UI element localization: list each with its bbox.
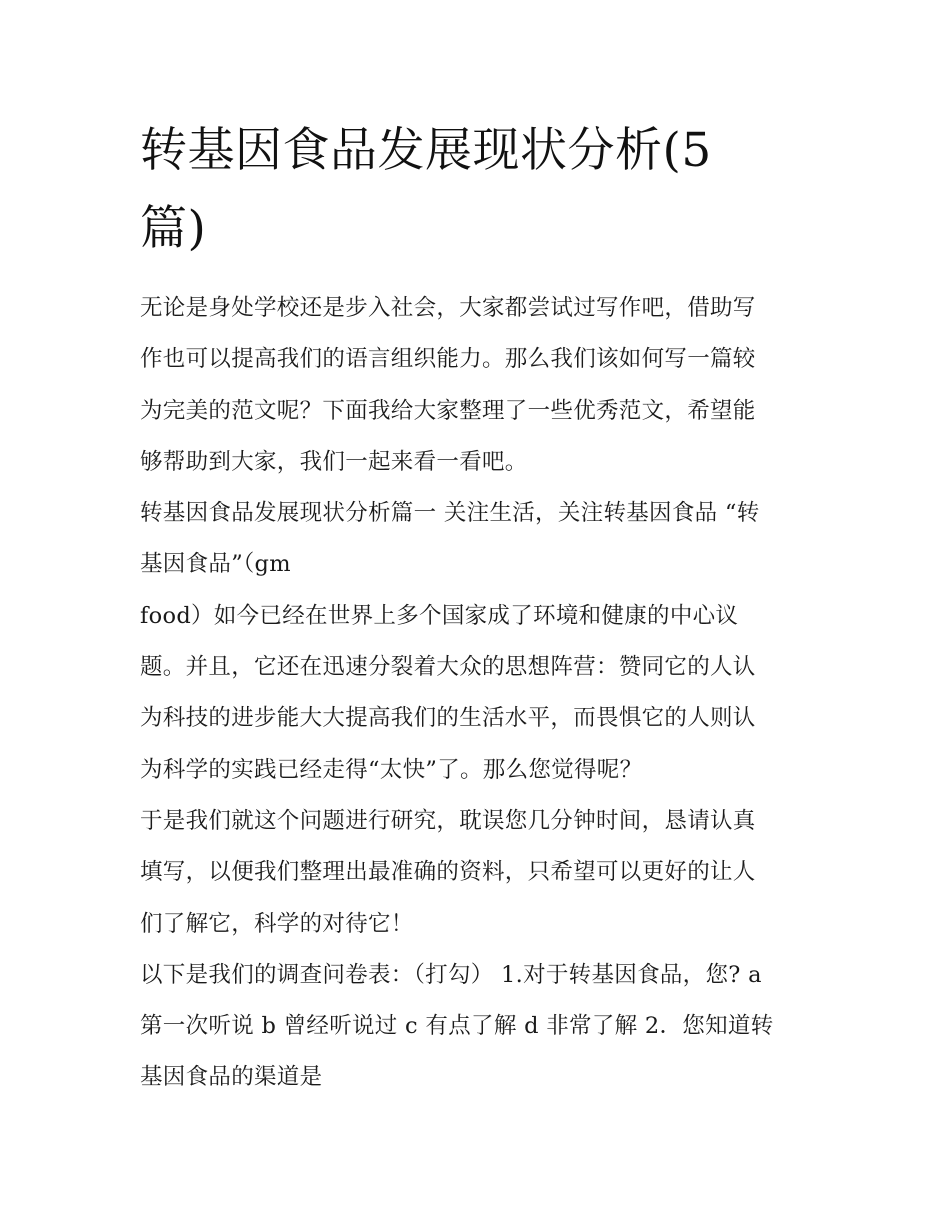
body-line: 第一次听说 b 曾经听说过 c 有点了解 d 非常了解 2．您知道转	[140, 1013, 774, 1040]
body-line: 题。并且，它还在迅速分裂着大众的思想阵营：赞同它的人认	[140, 654, 756, 681]
body-line: 作也可以提高我们的语言组织能力。那么我们该如何写一篇较	[140, 346, 756, 373]
document-body	[140, 283, 812, 1104]
body-line: 为完美的范文呢？下面我给大家整理了一些优秀范文，希望能	[140, 397, 756, 424]
body-line: food）如今已经在世界上多个国家成了环境和健康的中心议	[140, 602, 739, 629]
body-line: 于是我们就这个问题进行研究，耽误您几分钟时间，恳请认真	[140, 807, 756, 834]
body-line: 们了解它，科学的对待它！	[140, 910, 414, 937]
document-title	[140, 112, 780, 268]
body-line: 基因食品的渠道是	[140, 1064, 323, 1091]
body-line: 为科学的实践已经走得“太快”了。那么您觉得呢？	[140, 756, 643, 783]
body-line: 以下是我们的调查问卷表：（打勾） 1.对于转基因食品，您? a	[140, 961, 762, 988]
body-line: 填写，以便我们整理出最准确的资料，只希望可以更好的让人	[140, 859, 756, 886]
body-line: 基因食品”（gm	[140, 551, 291, 578]
body-line: 无论是身处学校还是步入社会，大家都尝试过写作吧，借助写	[140, 295, 756, 321]
body-line: 够帮助到大家，我们一起来看一看吧。	[140, 448, 528, 475]
body-line: 为科技的进步能大大提高我们的生活水平，而畏惧它的人则认	[140, 705, 756, 732]
body-line: 转基因食品发展现状分析篇一 关注生活，关注转基因食品 “转	[140, 500, 760, 527]
title-line-2: 篇)	[140, 201, 207, 256]
title-line-1: 转基因食品发展现状分析(5	[140, 123, 712, 178]
